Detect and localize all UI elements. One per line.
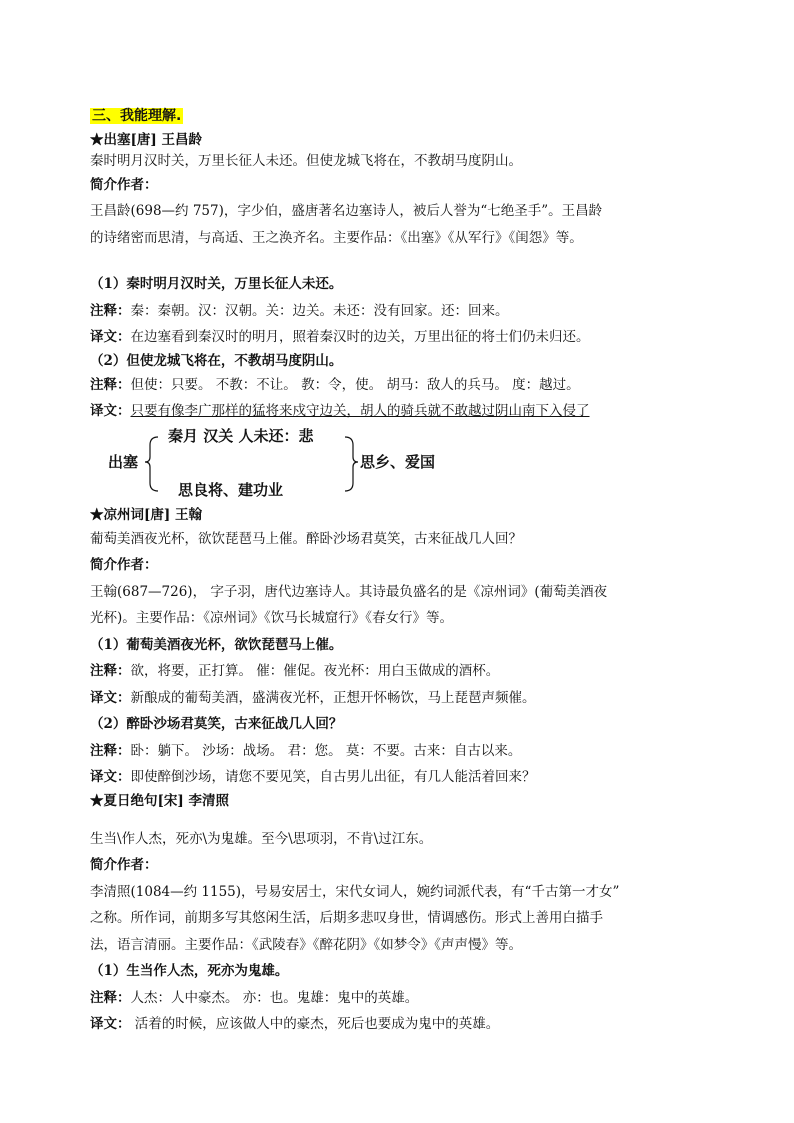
left-brace (145, 437, 158, 491)
mindmap (90, 425, 710, 505)
translation-row (90, 685, 710, 712)
translation-row (90, 398, 710, 425)
notes-row (90, 372, 710, 399)
notes-text: 秦：秦朝。汉：汉朝。关：边关。未还：没有回家。还：回来。 (130, 302, 509, 319)
mindmap-branch-top: 秦月 汉关 人未还：悲 (168, 426, 314, 445)
mindmap-branch-bottom: 思良将、建功业 (178, 480, 284, 499)
mindmap-root: 出塞 (108, 452, 139, 471)
notes-row (90, 738, 710, 765)
translation-label: 译文： (90, 1016, 131, 1032)
intro-line: 的诗绪密而思清，与高适、王之涣齐名。主要作品：《出塞》《从军行》《闺怨》等。 (90, 229, 583, 246)
translation-text: 即使醉倒沙场，请您不要见笑，自古男儿出征，有几人能活着回来？ (130, 769, 536, 785)
intro-line: 法，语言清丽。主要作品：《武陵春》《醉花阴》《如梦令》《声声慢》等。 (90, 936, 522, 953)
poem-text: 秦时明月汉时关，万里长征人未还。但使龙城飞将在，不教胡马度阴山。 (90, 152, 522, 169)
spacer (90, 251, 710, 271)
intro-line: 李清照(1084—约 1155)，号易安居士，宋代女词人，婉约词派代表，有“千古第一才女” (90, 883, 620, 900)
mindmap-result: 思乡、爱国 (360, 452, 436, 471)
translation-text: 活着的时候，应该做人中的豪杰，死后也要成为鬼中的英雄。 (130, 1016, 500, 1032)
notes-label: 注释： (90, 742, 131, 759)
translation-row (90, 764, 710, 791)
intro-label: 简介作者： (90, 176, 158, 193)
translation-text: 在边塞看到秦汉时的明月，照着秦汉时的边关，万里出征的将士们仍未归还。 (130, 329, 590, 345)
notes-text: 欲，将要，正打算。 催：催促。夜光杯：用白玉做成的酒杯。 (130, 663, 500, 679)
intro-line: 王翰(687—726)， 字子羽，唐代边塞诗人。其诗最负盛名的是《凉州词》(葡萄美酒夜 (90, 583, 608, 600)
spacer (90, 812, 710, 826)
intro-label: 简介作者： (90, 557, 158, 573)
poem-text: 生当\作人杰，死亦\为鬼雄。至今\思项羽，不肯\过江东。 (90, 830, 433, 847)
translation-label: 译文： (90, 769, 131, 785)
intro-line: 光杯)。主要作品：《凉州词》《饮马长城窟行》《春女行》等。 (90, 610, 454, 626)
notes-label: 注释： (90, 663, 131, 679)
section-title (90, 103, 710, 130)
notes-label: 注释： (90, 376, 131, 393)
translation-row (90, 324, 710, 351)
notes-label: 注释： (90, 302, 131, 319)
notes-label: 注释： (90, 989, 131, 1006)
notes-row (90, 985, 710, 1012)
section-title-text: 三、我能理解. (92, 108, 182, 124)
intro-label: 简介作者： (90, 857, 158, 873)
verse-line: （1）生当作人杰，死亦为鬼雄。 (90, 963, 289, 979)
poem-heading: ★出塞[唐] 王昌龄 (90, 131, 202, 148)
translation-label: 译文： (90, 689, 131, 706)
intro-line: 之称。所作词，前期多写其悠闲生活，后期多悲叹身世，情调感伤。形式上善用白描手 (90, 910, 603, 926)
notes-text: 但使：只要。 不教：不让。 教：令，使。 胡马：敌人的兵马。 度：越过。 (130, 376, 580, 393)
poem-heading: ★凉州词[唐] 王翰 (90, 506, 202, 523)
poem-text: 葡萄美酒夜光杯，欲饮琵琶马上催。醉卧沙场君莫笑，古来征战几人回？ (90, 530, 522, 547)
document-page (90, 103, 710, 1038)
verse-line: （1）秦时明月汉时关，万里长征人未还。 (90, 276, 343, 292)
translation-label: 译文： (90, 403, 131, 419)
right-brace (345, 437, 358, 491)
translation-label: 译文： (90, 329, 131, 345)
translation-row (90, 1011, 710, 1038)
notes-text: 人杰：人中豪杰。 亦：也。鬼雄：鬼中的英雄。 (130, 989, 419, 1006)
notes-row (90, 658, 710, 685)
verse-line: （1）葡萄美酒夜光杯，欲饮琵琶马上催。 (90, 636, 343, 653)
intro-line: 王昌龄(698—约 757)，字少伯，盛唐著名边塞诗人，被后人誉为“七绝圣手”。王昌龄 (90, 203, 603, 219)
verse-line: （2）但使龙城飞将在，不教胡马度阴山。 (90, 352, 343, 369)
translation-text: 只要有像李广那样的猛将来戍守边关，胡人的骑兵就不敢越过阴山南下入侵了 (130, 403, 590, 419)
translation-text: 新酿成的葡萄美酒，盛满夜光杯，正想开怀畅饮，马上琵琶声频催。 (130, 689, 536, 706)
poem-heading: ★夏日绝句[宋] 李清照 (90, 792, 229, 809)
verse-line: （2）醉卧沙场君莫笑，古来征战几人回？ (90, 716, 343, 732)
notes-text: 卧：躺下。 沙场：战场。 君：您。 莫：不要。古来：自古以来。 (130, 742, 522, 759)
notes-row (90, 298, 710, 325)
